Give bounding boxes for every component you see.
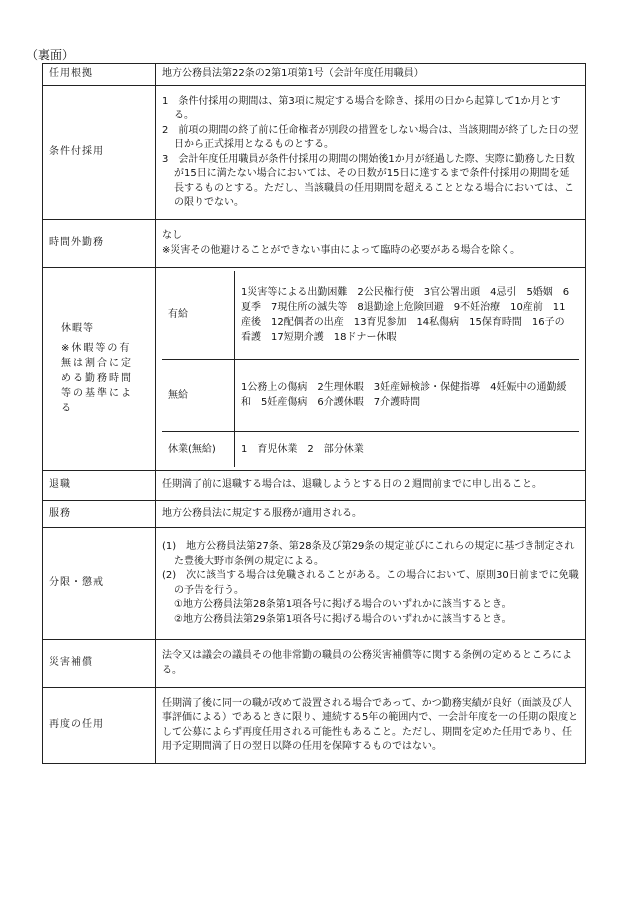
kyuka-text-kyugyo: 1 育児休業 2 部分休業 [235,431,580,467]
jikangai-line-2: ※災害その他避けることができない事由によって臨時の必要がある場合を除く。 [162,244,521,256]
kyuka-text-yukyu: 1災害等による出勤困難 2公民権行使 3官公署出頭 4忌引 5婚姻 6夏季 7現住所の滅失等 8退勤途上危険回避 9不妊治療 10産前 11産後 12配偶者の出産 13育児参加 14私傷病 15保育時間 16子の看護 17短期介護 18ドナー休暇 [235,271,580,359]
row-content-ninyo: 地方公務員法第22条の2第1項第1号（会計年度任用職員） [156,64,586,86]
kyuka-row-mukyu [162,359,579,431]
bungen-item-2: (2) 次に該当する場合は免職されることがある。この場合において、原則30日前までに免職の予告を行う。 [162,570,579,596]
kyuka-label-yukyu: 有給 [162,271,235,359]
joken-item-1: 1 条件付採用の期間は、第3項に規定する場合を除き、採用の日から起算して1か月とする。 [162,95,561,121]
row-kyuka [43,268,586,471]
kyuka-row-yukyu [162,271,579,359]
row-taishoku [43,471,586,501]
terms-table [42,63,586,764]
bungen-sub-1: ①地方公務員法第28条第1項各号に掲げる場合のいずれかに該当するとき。 [174,599,512,610]
row-content-bungen [156,528,586,640]
jikangai-line-1: なし [162,230,182,241]
kyuka-text-mukyu: 1公務上の傷病 2生理休暇 3妊産婦検診・保健指導 4妊娠中の通勤緩和 5妊産傷病 6介護休暇 7介護時間 [235,359,580,431]
row-bungen [43,528,586,640]
row-ninyo [43,64,586,86]
row-content-saigai: 法令又は議会の議員その他非常勤の職員の公務災害補償等に関する条例の定めるところによる。 [156,640,586,688]
kyuka-row-kyugyo [162,431,579,467]
kyuka-label-kyugyo: 休業(無給) [162,431,235,467]
row-content-taishoku: 任期満了前に退職する場合は、退職しようとする日の２週間前までに申し出ること。 [156,471,586,501]
kyuka-label-mukyu: 無給 [162,359,235,431]
row-label-fukumu: 服務 [43,501,156,528]
row-label-joken: 条件付採用 [43,86,156,220]
row-label-bungen: 分限・懲戒 [43,528,156,640]
kyuka-inner-table [162,271,579,467]
kyuka-note: ※休暇等の有無は割合に定める勤務時間等の基準による [61,342,133,414]
row-label-saigai: 災害補償 [43,640,156,688]
row-content-fukumu: 地方公務員法に規定する服務が適用される。 [156,501,586,528]
row-content-saido: 任期満了後に同一の職が改めて設置される場合であって、かつ勤務実績が良好（面談及び人事評価による）であるときに限り、連続する5年の範囲内で、一会計年度を一の任期の限度として公募によらず再度任用される可能性もあること。ただし、期間を定めた任用であり、任用予定期間満了日の翌日以降の任用を保障するものではない。 [156,688,586,764]
bungen-sub-2: ②地方公務員法第29条第1項各号に掲げる場合のいずれかに該当するとき。 [174,613,512,625]
row-label-ninyo: 任用根拠 [43,64,156,86]
row-content-jikangai [156,220,586,268]
joken-item-3: 3 会計年度任用職員が条件付採用の期間の開始後1か月が経過した際、実際に勤務した日数が15日に満たない場合においては、その日数が15日に達するまで条件付採用の期間を延長するものとする。ただし、当該職員の任用期間を超えることとなる場合においては、この限りでない。 [162,153,575,208]
row-fukumu [43,501,586,528]
row-jikangai [43,220,586,268]
joken-item-2: 2 前項の期間の終了前に任命権者が別段の措置をしない場合は、当該期間が終了した日の翌日から正式採用となるものとする。 [162,124,579,150]
row-label-jikangai: 時間外勤務 [43,220,156,268]
bungen-item-1: (1) 地方公務員法第27条、第28条及び第29条の規定並びにこれらの規定に基づき制定された豊後大野市条例の規定による。 [162,541,575,567]
row-label-taishoku: 退職 [43,471,156,501]
row-joken [43,86,586,220]
row-saigai [43,640,586,688]
row-label-saido: 再度の任用 [43,688,156,764]
row-content-joken [156,86,586,220]
kyuka-title: 休暇等 [61,323,94,335]
row-saido [43,688,586,764]
row-label-kyuka [43,268,156,471]
page-label: （裏面） [26,48,75,62]
row-content-kyuka [156,268,586,471]
